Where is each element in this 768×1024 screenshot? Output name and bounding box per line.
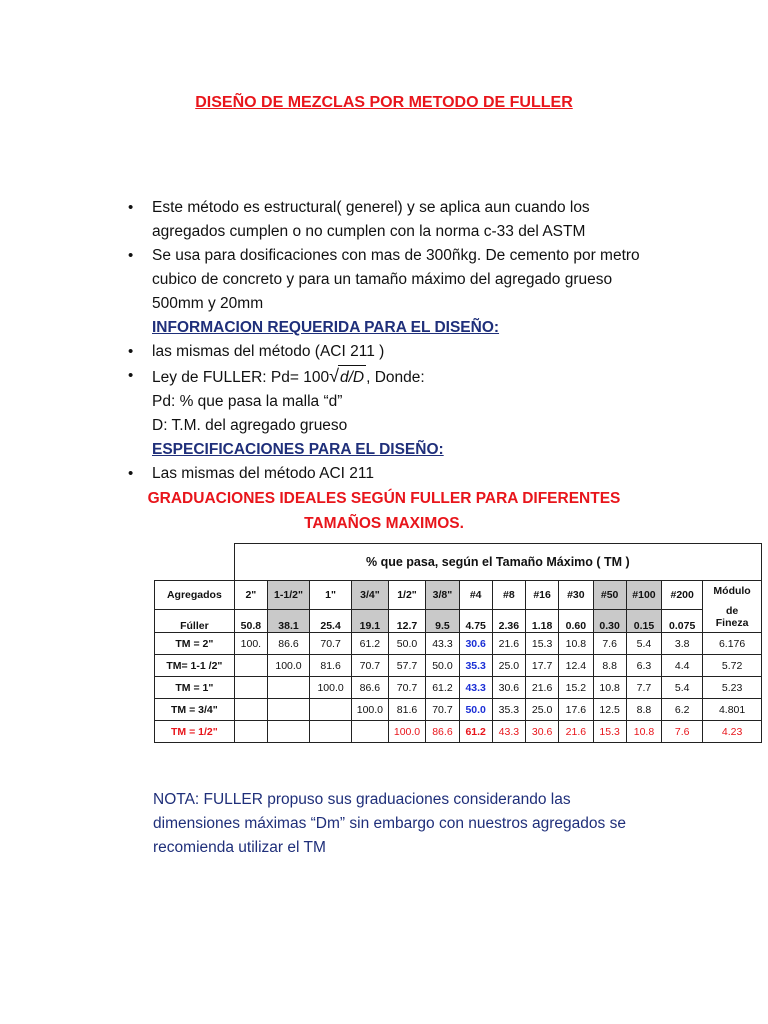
table-cell: 100.0 [388, 721, 426, 743]
fineness-modulus-cell: 6.176 [703, 633, 762, 655]
table-cell [234, 699, 267, 721]
table-cell: 10.8 [626, 721, 661, 743]
table-cell: 35.3 [459, 655, 492, 677]
table-caption: % que pasa, según el Tamaño Máximo ( TM ) [234, 544, 761, 581]
table-cell: 86.6 [352, 677, 389, 699]
bullet-fuller-law [128, 364, 648, 390]
heading-specifications: ESPECIFICACIONES PARA EL DISEÑO: [152, 441, 444, 458]
col-sub-opening: 19.1 [352, 610, 389, 633]
table-cell: 12.5 [593, 699, 626, 721]
table-cell: 61.2 [426, 677, 459, 699]
table-cell: 30.6 [459, 633, 492, 655]
col-header-size: #30 [559, 581, 593, 610]
col-sub-opening: 25.4 [310, 610, 352, 633]
formula-radicand: d/D [338, 365, 366, 390]
col-header-size: 3/4" [352, 581, 389, 610]
table-cell: 7.7 [626, 677, 661, 699]
fuller-table [154, 543, 762, 743]
table-cell: 6.2 [662, 699, 703, 721]
fineness-modulus-cell: 4.801 [703, 699, 762, 721]
table-cell: 61.2 [459, 721, 492, 743]
bullet-text: • Este método es estructural( generel) y se aplica aun cuando los [152, 199, 590, 216]
row-label: TM = 2" [155, 633, 235, 655]
table-cell: 50.0 [459, 699, 492, 721]
note-line: NOTA: FULLER propuso sus graduaciones considerando las [153, 791, 571, 808]
bullet-text: 500mm y 20mm [152, 295, 264, 312]
table-cell: 100. [234, 633, 267, 655]
table-cell [267, 699, 309, 721]
table-cell: 5.4 [662, 677, 703, 699]
table-row [155, 677, 762, 699]
table-cell: 21.6 [492, 633, 525, 655]
col-sub-opening: 0.15 [626, 610, 661, 633]
sqrt-icon: √ [329, 366, 339, 386]
col-header-size: 1" [310, 581, 352, 610]
table-cell: 25.0 [492, 655, 525, 677]
bullet-aci-same [128, 462, 648, 486]
table-cell: 17.6 [559, 699, 593, 721]
formula-prefix: Ley de FULLER: Pd= 100 [152, 369, 330, 386]
formula-suffix: , Donde: [366, 369, 425, 386]
table-cell: 15.3 [525, 633, 558, 655]
col-header-fineness-modulus [703, 581, 762, 633]
col-sub-opening: 50.8 [234, 610, 267, 633]
fineness-modulus-cell: 4.23 [703, 721, 762, 743]
graduations-heading-line2: TAMAÑOS MAXIMOS. [304, 515, 464, 532]
col-header-size: 3/8" [426, 581, 459, 610]
modulus-fineza: Fineza [715, 616, 749, 629]
col-sub-opening: 0.60 [559, 610, 593, 633]
modulus-de: de [725, 604, 739, 617]
table-cell: 17.7 [525, 655, 558, 677]
table-cell: 30.6 [525, 721, 558, 743]
col-header-size: #100 [626, 581, 661, 610]
table-row [155, 655, 762, 677]
row-label: TM= 1-1 /2" [155, 655, 235, 677]
table-cell: 3.8 [662, 633, 703, 655]
d-definition: D: T.M. del agregado grueso [152, 417, 348, 434]
note-line: recomienda utilizar el TM [153, 839, 326, 856]
bullet-text: • las mismas del método (ACI 211 ) [152, 343, 385, 360]
table-cell: 15.3 [593, 721, 626, 743]
col-header-size: #4 [459, 581, 492, 610]
note-line: dimensiones máximas “Dm” sin embargo con nuestros agregados se [153, 815, 626, 832]
table-cell: 100.0 [267, 655, 309, 677]
table-cell [267, 721, 309, 743]
fuller-formula [152, 364, 648, 390]
col-sub-opening: 2.36 [492, 610, 525, 633]
col-sub-fuller: Fúller [155, 610, 235, 633]
table-cell: 15.2 [559, 677, 593, 699]
table-cell: 12.4 [559, 655, 593, 677]
table-cell: 70.7 [310, 633, 352, 655]
table-cell: 70.7 [426, 699, 459, 721]
table-cell: 10.8 [559, 633, 593, 655]
fineness-modulus-cell: 5.23 [703, 677, 762, 699]
table-cell: 25.0 [525, 699, 558, 721]
col-header-size: 1-1/2" [267, 581, 309, 610]
fineness-modulus-cell: 5.72 [703, 655, 762, 677]
col-sub-opening: 9.5 [426, 610, 459, 633]
table-cell: 6.3 [626, 655, 661, 677]
col-sub-opening: 0.30 [593, 610, 626, 633]
bullet-text: • Se usa para dosificaciones con mas de 300ñkg. De cemento por metro [152, 247, 640, 264]
pd-definition: Pd: % que pasa la malla “d” [152, 393, 343, 410]
table-cell: 43.3 [492, 721, 525, 743]
table-row [155, 721, 762, 743]
table-cell: 57.7 [388, 655, 426, 677]
col-header-size: #16 [525, 581, 558, 610]
table-cell [234, 721, 267, 743]
col-header-size: #50 [593, 581, 626, 610]
table-cell: 50.0 [426, 655, 459, 677]
col-header-aggregates: Agregados [155, 581, 235, 610]
graduations-heading-line1: GRADUACIONES IDEALES SEGÚN FULLER PARA DIFERENTES [147, 490, 621, 507]
bullet-text: agregados cumplen o no cumplen con la norma c-33 del ASTM [152, 223, 586, 240]
table-row [155, 633, 762, 655]
table-cell: 61.2 [352, 633, 389, 655]
table-cell: 86.6 [267, 633, 309, 655]
table-cell [310, 699, 352, 721]
table-cell [267, 677, 309, 699]
table-cell [310, 721, 352, 743]
table-cell: 50.0 [388, 633, 426, 655]
table-corner [155, 544, 235, 581]
table-cell: 8.8 [626, 699, 661, 721]
row-label: TM = 3/4" [155, 699, 235, 721]
table-cell: 81.6 [310, 655, 352, 677]
table-cell: 4.4 [662, 655, 703, 677]
table-cell: 30.6 [492, 677, 525, 699]
table-cell: 70.7 [352, 655, 389, 677]
table-cell: 100.0 [310, 677, 352, 699]
table-cell: 100.0 [352, 699, 389, 721]
table-cell: 81.6 [388, 699, 426, 721]
table-cell: 21.6 [559, 721, 593, 743]
document-title: DISEÑO DE MEZCLAS POR METODO DE FULLER [195, 94, 573, 111]
col-sub-opening: 12.7 [388, 610, 426, 633]
note-fuller [153, 788, 673, 860]
table-cell: 21.6 [525, 677, 558, 699]
table-cell: 70.7 [388, 677, 426, 699]
heading-required-info: INFORMACION REQUERIDA PARA EL DISEÑO: [152, 319, 500, 336]
table-cell: 35.3 [492, 699, 525, 721]
table-cell: 7.6 [662, 721, 703, 743]
col-sub-opening: 1.18 [525, 610, 558, 633]
table-cell [352, 721, 389, 743]
col-header-size: #200 [662, 581, 703, 610]
bullet-method-structural [128, 196, 648, 244]
col-header-size: 2" [234, 581, 267, 610]
table-cell: 86.6 [426, 721, 459, 743]
col-header-size: 1/2" [388, 581, 426, 610]
table-cell: 43.3 [426, 633, 459, 655]
row-label: TM = 1" [155, 677, 235, 699]
table-cell: 5.4 [626, 633, 661, 655]
bullet-aci [128, 340, 648, 364]
table-cell [234, 655, 267, 677]
row-label: TM = 1/2" [155, 721, 235, 743]
table-cell: 10.8 [593, 677, 626, 699]
col-header-size: #8 [492, 581, 525, 610]
table-row [155, 699, 762, 721]
table-cell: 43.3 [459, 677, 492, 699]
col-sub-opening: 4.75 [459, 610, 492, 633]
modulus-label: Módulo [713, 584, 751, 597]
table-cell: 7.6 [593, 633, 626, 655]
bullet-dosification [128, 244, 648, 316]
table-cell [234, 677, 267, 699]
col-sub-opening: 0.075 [662, 610, 703, 633]
bullet-text: • Las mismas del método ACI 211 [152, 465, 374, 482]
bullet-list [128, 196, 648, 486]
bullet-text: cubico de concreto y para un tamaño máximo del agregado grueso [152, 271, 613, 288]
table-cell: 8.8 [593, 655, 626, 677]
col-sub-opening: 38.1 [267, 610, 309, 633]
